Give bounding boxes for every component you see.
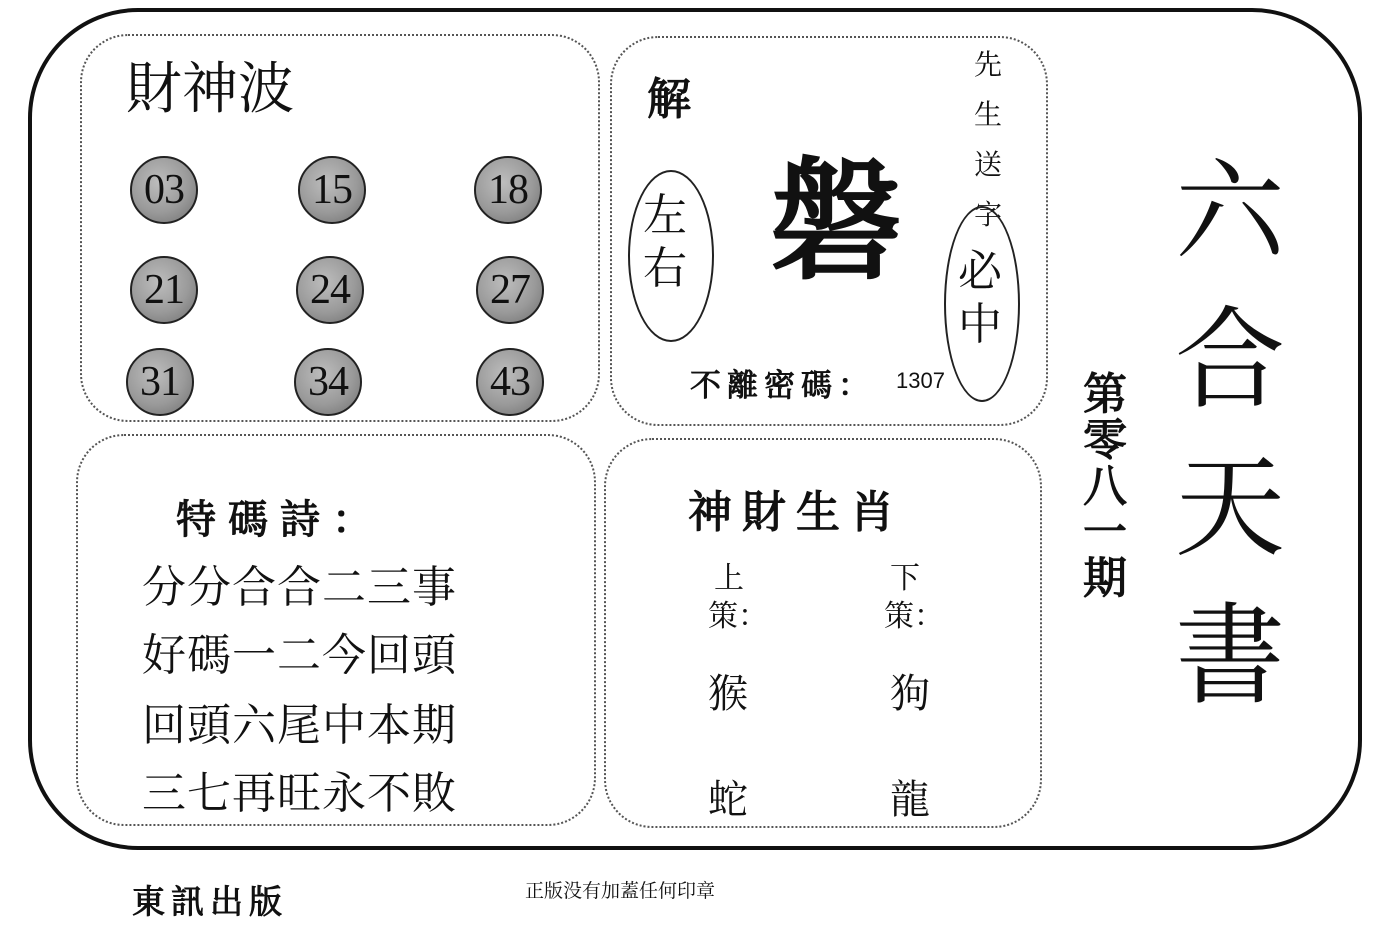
main-title: 六合天書 — [1175, 148, 1285, 720]
solve-label: 解 — [647, 74, 691, 125]
riddle-character: 磐 — [770, 145, 902, 299]
zodiac-title: 神財生肖 — [688, 487, 904, 538]
lower-zodiac-animal: 狗 — [890, 671, 930, 717]
number-ball: 24 — [296, 256, 364, 324]
wealth-wave-title: 財神波 — [126, 57, 294, 122]
poem-line: 三七再旺永不敗 — [142, 768, 457, 819]
must-hit-text: 必中 — [958, 246, 1002, 350]
left-right-text: 左右 — [643, 190, 687, 294]
upper-zodiac-animal: 蛇 — [708, 777, 748, 823]
number-ball: 18 — [474, 156, 542, 224]
poem-line: 回頭六尾中本期 — [142, 700, 457, 751]
number-ball: 15 — [298, 156, 366, 224]
lower-strategy-label: 下策： — [884, 561, 944, 634]
number-ball: 03 — [130, 156, 198, 224]
number-ball: 27 — [476, 256, 544, 324]
issue-number: 第零八一期 — [1083, 369, 1127, 604]
number-ball: 43 — [476, 348, 544, 416]
publisher: 東訊出版 — [132, 882, 288, 921]
number-ball: 21 — [130, 256, 198, 324]
authenticity-notice: 正版没有加蓋任何印章 — [525, 880, 716, 902]
number-ball: 31 — [126, 348, 194, 416]
upper-strategy-label: 上策： — [708, 561, 768, 634]
poem-line: 分分合合二三事 — [142, 562, 457, 613]
secret-code-value: 1307 — [896, 368, 945, 393]
upper-zodiac-animal: 猴 — [708, 671, 748, 717]
secret-code-label: 不離密碼： — [690, 368, 875, 404]
number-ball: 34 — [294, 348, 362, 416]
poem-title: 特碼詩： — [176, 497, 384, 543]
gift-text: 先生送字 — [973, 48, 1002, 231]
lower-zodiac-animal: 龍 — [890, 777, 930, 823]
poem-line: 好碼一二今回頭 — [142, 630, 457, 681]
